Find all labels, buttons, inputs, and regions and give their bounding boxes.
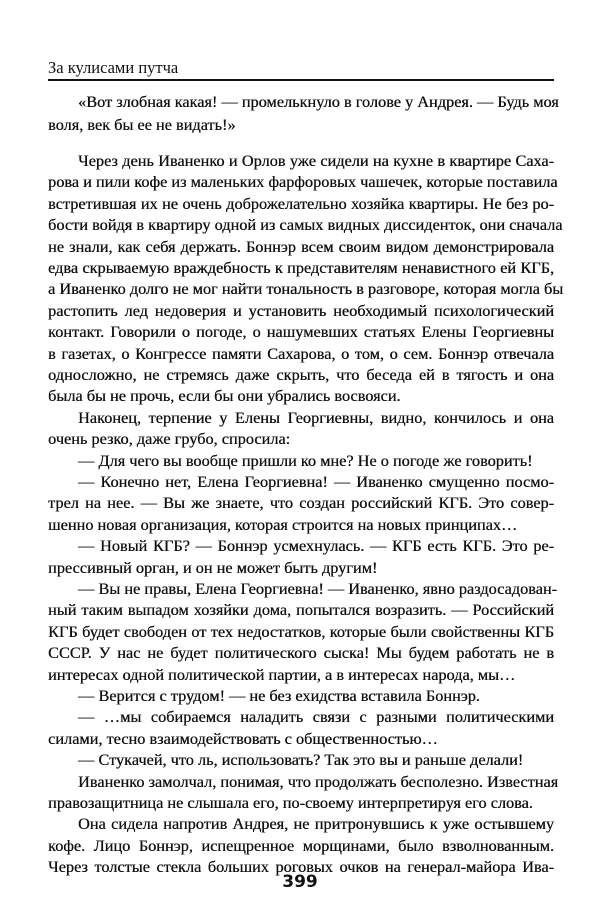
text-line: Через день Иваненко и Орлов уже сидели на кухне в квартире Саха- — [78, 151, 554, 170]
text-line: — Конечно нет, Елена Георгиевна! — Иваненко смущенно посмо- — [78, 472, 554, 491]
text-line: — Верится с трудом! — не без ехидства вставила Боннэр. — [78, 686, 480, 705]
text-line: Она сидела напротив Андрея, не притронувшись к уже остывшему — [78, 814, 554, 834]
text-line: кофе. Лицо Боннэр, испещренное морщинами, было взволнованным. — [48, 835, 554, 855]
text-line: КГБ будет свободен от тех недостатков, которые были свойственны КГБ — [48, 621, 554, 641]
text-line: силами, тесно взаимодействовать с общественностью… — [48, 728, 438, 748]
text-line: не знали, как себя держать. Боннэр всем своим видом демонстрировала — [48, 236, 554, 256]
text-line: Через толстые стекла больших роговых очков на генерал-майора Ива- — [48, 857, 554, 877]
text-line: — Вы не правы, Елена Георгиевна! — Иваненко, явно раздосадован- — [78, 579, 557, 598]
text-line: встретившая их не очень доброжелательно хозяйка квартиры. Не без ро- — [48, 193, 554, 213]
text-line: рова и пили кофе из маленьких фарфоровых чашечек, которые поставила — [48, 172, 558, 192]
text-line: — Новый КГБ? — Боннэр усмехнулась. — КГБ есть КГБ. Это ре- — [78, 536, 554, 556]
text-line: шенно новая организация, которая строится на новых принципах… — [48, 514, 518, 534]
text-line: ный таким выпадом хозяйки дома, попытался возразить. — Российский — [48, 600, 554, 620]
text-line: в газетах, о Конгрессе памяти Сахарова, о том, о сем. Боннэр отвечала — [48, 343, 554, 363]
text-line: правозащитница не слышала его, по-своему интерпретируя его слова. — [48, 793, 533, 812]
text-line: едва скрываемую враждебность к представителям ненавистного ей КГБ, — [48, 258, 554, 277]
text-line: очень резко, даже грубо, спросила: — [48, 429, 291, 449]
text-line: контакт. Говорили о погоде, о нашумевших статьях Елены Георгиевны — [48, 322, 554, 342]
header-rule — [48, 79, 554, 81]
text-line: была бы не прочь, если бы они убрались восвояси. — [48, 386, 401, 406]
text-line: СССР. У нас не будет политического сыска! Мы будем работать не в — [48, 643, 554, 663]
text-line: Иваненко замолчал, понимая, что продолжать бесполезно. Известная — [78, 771, 559, 791]
running-head: За кулисами путча — [48, 58, 179, 77]
text-line: — Стукачей, что ль, использовать? Так это вы и раньше делали! — [78, 750, 524, 770]
text-line: «Вот злобная какая! — промелькнуло в голове у Андрея. — Будь моя — [78, 92, 559, 111]
text-line: растопить лед недоверия и установить необходимый психологический — [48, 300, 554, 320]
text-line: а Иваненко долго не мог найти тональность в разговоре, которая могла бы — [48, 279, 564, 299]
page-number: 399 — [282, 872, 318, 892]
text-line: односложно, не стремясь даже скрыть, что беседа ей в тягость и она — [48, 365, 554, 384]
text-line: бости войдя в квартиру одной из самых видных диссиденток, они сначала — [48, 215, 563, 235]
text-line: — Для чего вы вообще пришли ко мне? Не о погоде же говорить! — [78, 450, 533, 470]
text-line: воля, век бы ее не видать!» — [48, 115, 236, 134]
text-line: Наконец, терпение у Елены Георгиевны, видно, кончилось и она — [78, 407, 554, 427]
text-line: — …мы собираемся наладить связи с разными политическими — [78, 707, 554, 727]
text-line: трел на нее. — Вы же знаете, что создан российский КГБ. Это совер- — [48, 493, 554, 513]
text-line: интересах одной политической партии, а в интересах народа, мы… — [48, 664, 516, 684]
text-line: прессивный орган, и он не может быть другим! — [48, 557, 378, 577]
